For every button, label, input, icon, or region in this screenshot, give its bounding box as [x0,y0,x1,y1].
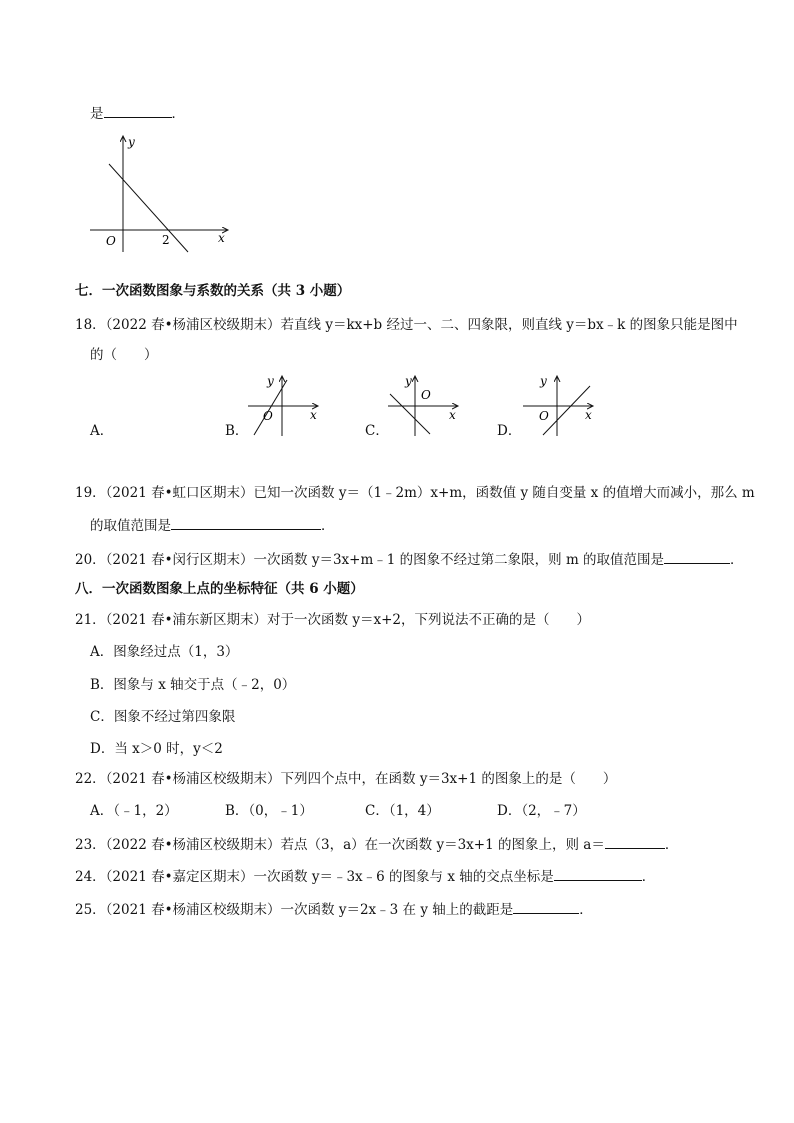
x-axis-label: x [449,408,456,422]
answer-blank[interactable] [554,866,642,881]
x-axis-label: x [218,231,225,245]
q20-stem [75,549,744,569]
intro-prefix: 是 [90,106,104,122]
q20-prefix: 20．（2021 春•闵行区期末）一次函数 y＝3x+m﹣1 的图象不经过第二象限，则 m 的取值范围是 [75,552,665,568]
q23-suffix: ． [664,837,679,853]
q18-option-d[interactable]: D． [497,423,522,439]
q22-stem: 22．（2021 春•杨浦区校级期末）下列四个点中，在函数 y＝3x+1 的图象上的是（ ） [75,771,617,787]
q19-prefix: 的取值范围是 [90,518,171,534]
graph-line [109,164,188,252]
q25-suffix: ． [579,902,593,918]
y-axis-label: y [405,374,412,388]
intro-suffix: ． [171,106,185,122]
q18-stem-2: 的（ ） [90,347,158,363]
origin-label: O [106,234,116,248]
q21-stem: 21．（2021 春•浦东新区期末）对于一次函数 y＝x+2，下列说法不正确的是（ ） [75,612,590,628]
answer-blank[interactable] [664,549,730,564]
q22-option-d[interactable]: D．（2，﹣7） [497,803,586,819]
x-axis-label: x [310,408,317,422]
top-graph [85,130,235,255]
q25-stem [75,899,593,919]
q23-prefix: 23．（2022 春•杨浦区校级期末）若点（3，a）在一次函数 y＝3x+1 的图象上，则 a＝ [75,837,605,853]
q24-stem [75,866,655,886]
q21-option-a[interactable]: A．图象经过点（1，3） [90,644,239,660]
y-axis-label: y [267,374,274,388]
origin-label: O [539,409,549,423]
q21-option-d[interactable]: D．当 x＞0 时，y＜2 [90,741,223,757]
q18-option-b[interactable]: B． [225,423,249,439]
x-axis-label: x [585,408,592,422]
origin-label: O [263,409,273,423]
q18-option-c[interactable]: C． [365,423,389,439]
answer-blank[interactable] [104,103,172,118]
origin-label: O [421,388,431,402]
tick-label: 2 [162,233,170,247]
q20-suffix: ． [730,552,744,568]
q18-graph-b [380,372,465,440]
q22-option-a[interactable]: A．（﹣1，2） [90,803,178,819]
q18-stem: 18．（2022 春•杨浦区校级期末）若直线 y＝kx+b 经过一、二、四象限，则直线 y＝bx﹣k 的图象只能是图中 [75,317,738,333]
q21-option-c[interactable]: C．图象不经过第四象限 [90,709,236,725]
q19-stem-2 [90,515,335,535]
section-title-7: 七．一次函数图象与系数的关系（共 3 小题） [75,283,351,299]
y-axis-label: y [540,374,547,388]
q18-graph-c [515,372,600,440]
intro-line [90,103,185,123]
q22-option-c[interactable]: C．（1，4） [365,803,440,819]
section-title-8: 八．一次函数图象上点的坐标特征（共 6 小题） [75,581,364,597]
graph-line [543,386,590,435]
q18-option-a[interactable]: A． [90,423,114,439]
q21-option-b[interactable]: B．图象与 x 轴交于点（﹣2，0） [90,677,296,693]
q24-suffix: ． [641,869,656,885]
q23-stem [75,834,678,854]
y-axis-label: y [128,135,135,149]
q25-prefix: 25．（2021 春•杨浦区校级期末）一次函数 y＝2x﹣3 在 y 轴上的截距是 [75,902,514,918]
q19-suffix: ． [321,518,335,534]
answer-blank[interactable] [513,899,579,914]
q24-prefix: 24．（2021 春•嘉定区期末）一次函数 y＝﹣3x﹣6 的图象与 x 轴的交点坐标是 [75,869,554,885]
answer-blank[interactable] [171,515,321,530]
q19-stem: 19．（2021 春•虹口区期末）已知一次函数 y＝（1﹣2m）x+m，函数值 y 随自变量 x 的值增大而减小，那么 m [75,485,755,501]
q18-graph-a [240,372,325,440]
q22-option-b[interactable]: B．（0，﹣1） [225,803,313,819]
answer-blank[interactable] [605,834,665,849]
